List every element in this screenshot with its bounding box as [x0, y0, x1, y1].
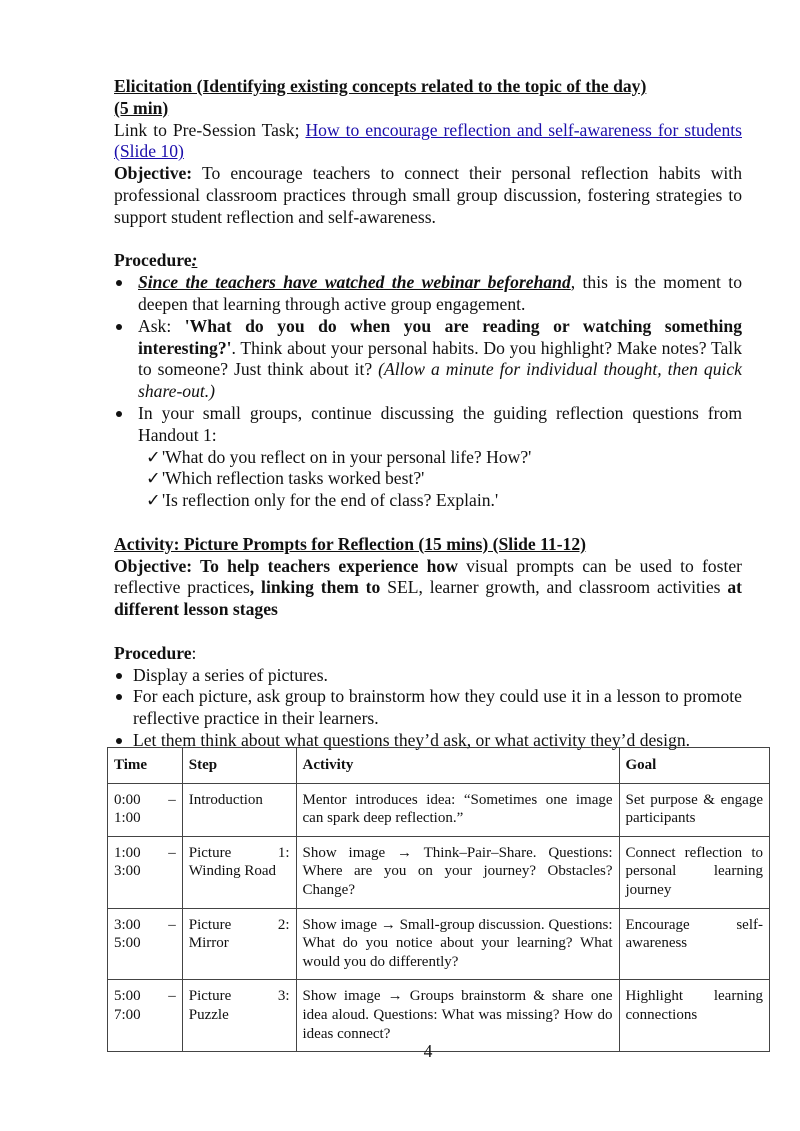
elicitation-duration: (5 min) — [114, 97, 169, 118]
pre-session-link-line: Link to Pre-Session Task; How to encourage reflection and self-awareness for students (Slide 10) — [114, 119, 742, 162]
column-header-time: Time — [108, 748, 183, 784]
list-item: Display a series of pictures. — [114, 665, 742, 687]
step-cell: Picture 1: Winding Road — [182, 836, 296, 908]
goal-cell: Set purpose & engage participants — [619, 783, 769, 836]
time-cell: 1:00 – 3:00 — [108, 836, 183, 908]
goal-cell: Encourage self-awareness — [619, 908, 769, 980]
step-cell: Picture 3: Puzzle — [182, 980, 296, 1052]
list-item: ✓ 'Is reflection only for the end of class? Explain.' — [146, 490, 499, 511]
column-header-activity: Activity — [296, 748, 619, 784]
activity-procedure-label: Procedure: — [114, 642, 197, 663]
activity-cell: Show image → Think–Pair–Share. Questions: Where are you on your journey? Obstacles? Change? — [296, 836, 619, 908]
activity-heading: Activity: Picture Prompts for Reflection (15 mins) (Slide 11-12) — [114, 533, 587, 554]
table-row — [108, 783, 770, 836]
page-number: 4 — [423, 1041, 433, 1061]
list-item: ✓ 'Which reflection tasks worked best?' — [146, 468, 425, 489]
pre-session-task-link[interactable]: How to encourage reflection and self-awareness for students — [305, 119, 742, 140]
step-cell: Picture 2: Mirror — [182, 908, 296, 980]
list-item: In your small groups, continue discussing the guiding reflection questions from Handout 1: ✓ 'What do you reflect on in your personal life? How?' ✓ 'Which reflection tasks worked best?' ✓ 'Is reflection only for the end of class? Explain.' — [114, 403, 742, 512]
activity-cell: Show image → Small-group discussion. Questions: What do you notice about your learning? What would you do differently? — [296, 908, 619, 980]
elicitation-objective: Objective: To encourage teachers to connect their personal reflection habits with professional classroom practices through small group discussion, fostering strategies to support student reflection and self-awareness. — [114, 163, 742, 227]
list-item: ✓ 'What do you reflect on in your personal life? How?' — [146, 446, 532, 467]
activity-objective: Objective: To help teachers experience how visual prompts can be used to foster reflective practices, linking them to SEL, learner growth, and classroom activities at different lesson stages — [114, 555, 743, 620]
list-item: For each picture, ask group to brainstorm how they could use it in a lesson to promote reflective practice in their learners. — [114, 686, 742, 730]
column-header-step: Step — [182, 748, 296, 784]
list-item: Let them think about what questions they’d ask, or what activity they’d design. — [114, 730, 742, 752]
reflection-questions-list — [138, 447, 742, 512]
elicitation-procedure-label: Procedure: — [114, 250, 198, 271]
elicitation-procedure-list — [114, 272, 742, 512]
goal-cell: Highlight learning connections — [619, 980, 769, 1052]
check-icon: ✓ — [146, 468, 161, 489]
time-cell: 3:00 – 5:00 — [108, 908, 183, 980]
elicitation-heading: Elicitation (Identifying existing concepts related to the topic of the day) — [114, 76, 647, 96]
table-row — [108, 908, 770, 980]
list-item: Since the teachers have watched the webinar beforehand, this is the moment to deepen that learning through active group engagement. — [114, 272, 742, 316]
step-cell: Introduction — [182, 783, 296, 836]
activity-procedure-list — [114, 665, 742, 752]
column-header-goal: Goal — [619, 748, 769, 784]
check-icon: ✓ — [146, 446, 161, 467]
document-body — [114, 76, 742, 752]
list-item: Ask: 'What do you do when you are reading or watching something interesting?'. Think about your personal habits. Do you highlight? Make notes? Talk to someone? Just think about it? (Allow a minute for individual thought, then quick share-out.) — [114, 316, 742, 403]
goal-cell: Connect reflection to personal learning journey — [619, 836, 769, 908]
activity-cell: Show image → Groups brainstorm & share one idea aloud. Questions: What was missing? How do ideas connect? — [296, 980, 619, 1052]
table-row — [108, 836, 770, 908]
time-cell: 5:00 – 7:00 — [108, 980, 183, 1052]
activity-cell: Mentor introduces idea: “Sometimes one image can spark deep reflection.” — [296, 783, 619, 836]
time-cell: 0:00 – 1:00 — [108, 783, 183, 836]
activity-schedule-table — [107, 747, 770, 1052]
check-icon: ✓ — [146, 490, 161, 511]
table-header-row — [108, 748, 770, 784]
